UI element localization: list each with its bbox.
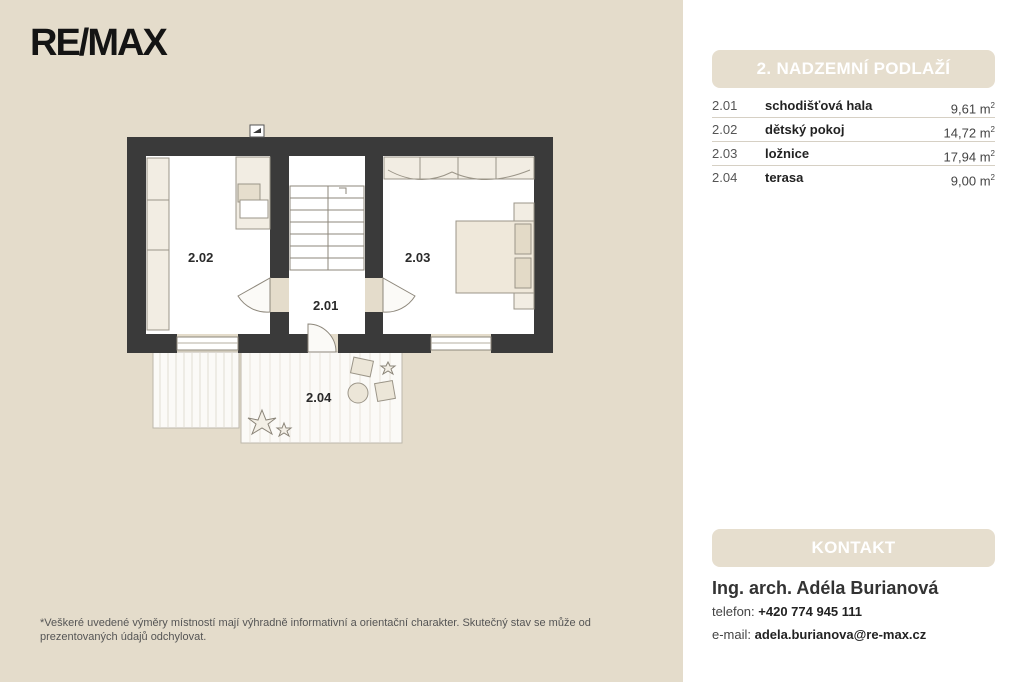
- room-label-2-04: 2.04: [306, 390, 332, 405]
- floor-title-badge: 2. NADZEMNÍ PODLAŽÍ: [712, 50, 995, 88]
- terrace-chair: [375, 381, 396, 402]
- room-label-2-03: 2.03: [405, 250, 431, 265]
- contact-title-badge: KONTAKT: [712, 529, 995, 567]
- room-area: 14,72 $m^2$: [943, 125, 995, 141]
- room-number: 2.03: [712, 146, 738, 161]
- room-number: 2.01: [712, 98, 738, 113]
- wardrobe: [147, 158, 169, 330]
- room-label-2-01: 2.01: [313, 298, 339, 313]
- room-number: 2.02: [712, 122, 738, 137]
- disclaimer-text: *Veškeré uvedené výměry místností mají výhradně informativní a orientační charakter. Skutečný stav se může od prezentovaných údajů odchylovat.: [40, 617, 591, 643]
- contact-name: Ing. arch. Adéla Burianová: [712, 578, 939, 598]
- contact-email: [712, 627, 926, 642]
- room-name: dětský pokoj: [765, 122, 845, 137]
- email-label: e-mail:: [712, 627, 752, 642]
- phone-label: telefon:: [712, 604, 755, 619]
- bed-single: [236, 157, 270, 229]
- table-row: [712, 142, 995, 166]
- contact-phone: [712, 604, 862, 619]
- table-row: [712, 94, 995, 118]
- remax-logo: RE/MAX: [30, 22, 166, 64]
- balcony-deck: [153, 352, 239, 428]
- table-row: [712, 118, 995, 142]
- room-name: schodišťová hala: [765, 98, 873, 113]
- terrace-table: [348, 383, 368, 403]
- room-name: terasa: [765, 170, 804, 185]
- room-area: 17,94 $m^2$: [943, 149, 995, 165]
- room-area: 9,61 $m^2$: [950, 101, 995, 117]
- table-row: [712, 166, 995, 189]
- room-number: 2.04: [712, 170, 738, 185]
- room-label-2-02: 2.02: [188, 250, 214, 265]
- room-name: ložnice: [765, 146, 810, 161]
- email-link[interactable]: adela.burianova@re-max.cz: [754, 627, 927, 642]
- phone-number-link[interactable]: +420 774 945 111: [758, 604, 863, 619]
- terrace-chair: [351, 357, 374, 377]
- room-area: 9,00 $m^2$: [950, 173, 995, 189]
- room-area-table: [712, 94, 995, 189]
